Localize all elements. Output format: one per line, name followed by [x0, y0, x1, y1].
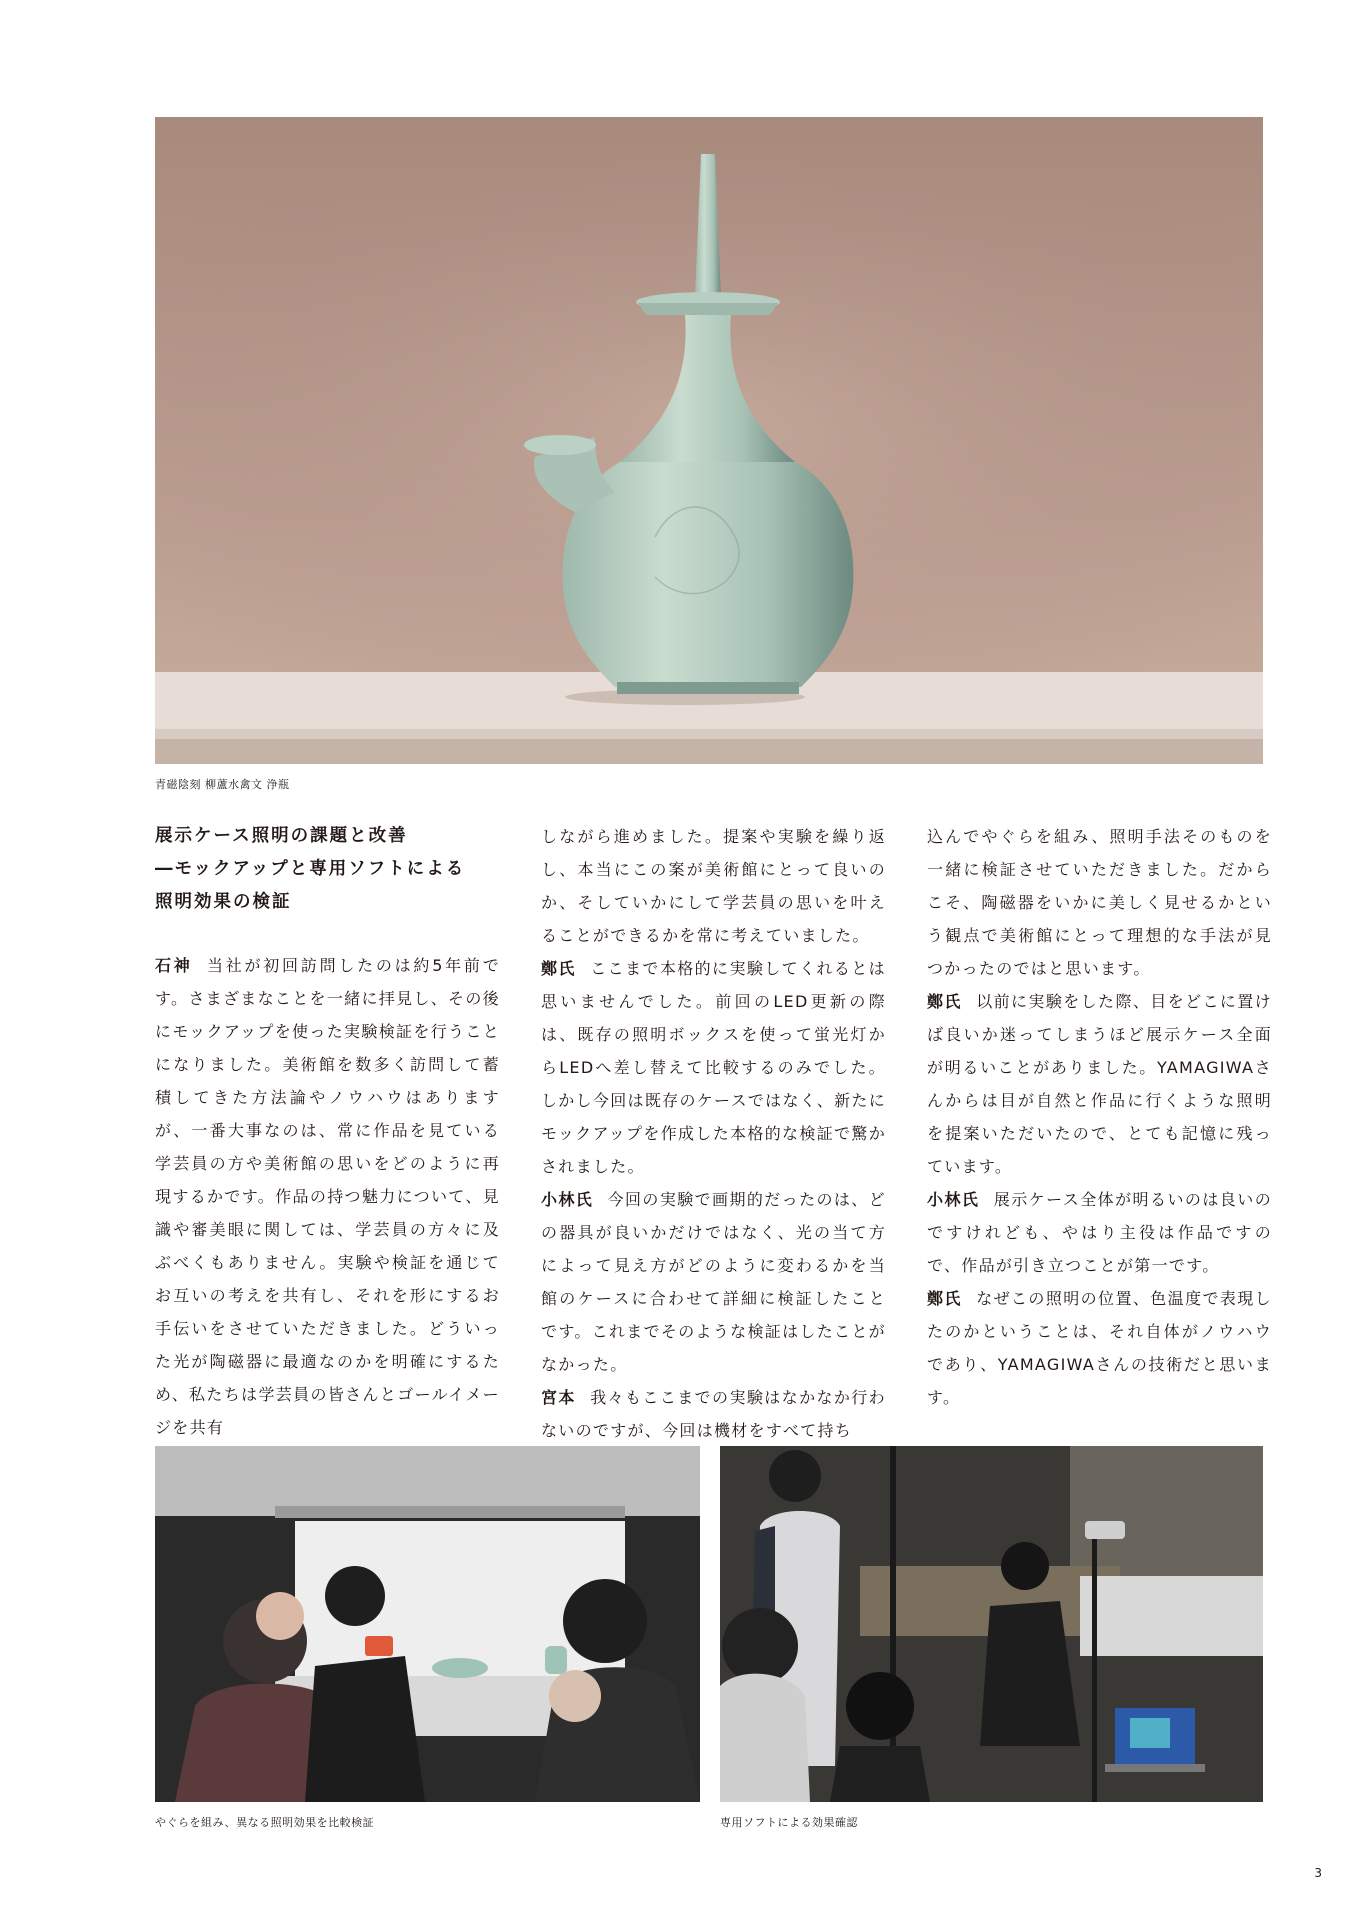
paragraph-text: 今回の実験で画期的だったのは、どの器具が良いかだけではなく、光の当て方によって見え方がどのように変わるかを当館のケースに合わせて詳細に検証したことです。これまでそのような検証はしたことがなかった。: [541, 1190, 886, 1374]
speaker-name: 宮本: [541, 1388, 576, 1407]
celadon-vase-icon: [155, 117, 1263, 764]
heading-line-3: 照明効果の検証: [155, 892, 292, 912]
speaker-name: 小林氏: [927, 1190, 980, 1209]
paragraph: [927, 985, 1272, 1183]
hero-photo: [155, 117, 1263, 764]
software-scene-icon: [720, 1446, 1263, 1802]
paragraph-text: しながら進めました。提案や実験を繰り返し、本当にこの案が美術館にとって良いのか、そしていかにして学芸員の思いを叶えることができるかを常に考えていました。: [541, 827, 886, 945]
paragraph: [541, 1381, 886, 1447]
paragraph: [541, 952, 886, 1183]
page-number: 3: [1314, 1866, 1322, 1880]
speaker-name: 石神: [155, 956, 193, 975]
paragraph-text: なぜこの照明の位置、色温度で表現したのかということは、それ自体がノウハウであり、YAMAGIWAさんの技術だと思います。: [927, 1289, 1272, 1407]
paragraph: [927, 820, 1272, 985]
article-column-1: [155, 820, 500, 1444]
hero-caption: 青磁陰刻 柳蘆水禽文 浄瓶: [155, 778, 290, 791]
speaker-name: 鄭氏: [541, 959, 576, 978]
speaker-name: 小林氏: [541, 1190, 594, 1209]
paragraph: [927, 1183, 1272, 1282]
paragraph: [927, 1282, 1272, 1414]
heading-line-1: 展示ケース照明の課題と改善: [155, 826, 408, 846]
right-photo-caption: 専用ソフトによる効果確認: [720, 1816, 858, 1829]
heading-line-2: ―モックアップと専用ソフトによる: [155, 859, 466, 879]
article-heading: [155, 820, 500, 919]
paragraph-text: 込んでやぐらを組み、照明手法そのものを一緒に検証させていただきました。だからこそ、陶磁器をいかに美しく見せるかという観点で美術館にとって理想的な手法が見つかったのではと思います。: [927, 827, 1272, 978]
paragraph: [155, 949, 500, 1444]
paragraph-text: 以前に実験をした際、目をどこに置けば良いか迷ってしまうほど展示ケース全面が明るいことがありました。YAMAGIWAさんからは目が自然と作品に行くような照明を提案いただいたので、とても記憶に残っています。: [927, 992, 1272, 1176]
paragraph-text: 展示ケース全体が明るいのは良いのですけれども、やはり主役は作品ですので、作品が引き立つことが第一です。: [927, 1190, 1272, 1275]
paragraph: [541, 1183, 886, 1381]
left-photo-caption: やぐらを組み、異なる照明効果を比較検証: [155, 1816, 375, 1829]
mockup-experiment-photo: [155, 1446, 700, 1802]
speaker-name: 鄭氏: [927, 992, 962, 1011]
paragraph-text: 我々もここまでの実験はなかなか行わないのですが、今回は機材をすべて持ち: [541, 1388, 886, 1440]
speaker-name: 鄭氏: [927, 1289, 962, 1308]
mockup-scene-icon: [155, 1446, 700, 1802]
paragraph-text: 当社が初回訪問したのは約5年前です。さまざまなことを一緒に拝見し、その後にモックアップを使った実験検証を行うことになりました。美術館を数多く訪問して蓄積してきた方法論やノウハウはありますが、一番大事なのは、常に作品を見ている学芸員の方や美術館の思いをどのように再現するかです。作品の持つ魅力について、見識や審美眼に関しては、学芸員の方々に及ぶべくもありません。実験や検証を通じてお互いの考えを共有し、それを形にするお手伝いをさせていただきました。どういった光が陶磁器に最適なのかを明確にするため、私たちは学芸員の皆さんとゴールイメージを共有: [155, 956, 500, 1437]
software-check-photo: [720, 1446, 1263, 1802]
article-column-3: [927, 820, 1272, 1414]
paragraph: [541, 820, 886, 952]
article-column-2: [541, 820, 886, 1447]
paragraph-text: ここまで本格的に実験してくれるとは思いませんでした。前回のLED更新の際は、既存の照明ボックスを使って蛍光灯からLEDへ差し替えて比較するのみでした。しかし今回は既存のケースではなく、新たにモックアップを作成した本格的な検証で驚かされました。: [541, 959, 886, 1176]
